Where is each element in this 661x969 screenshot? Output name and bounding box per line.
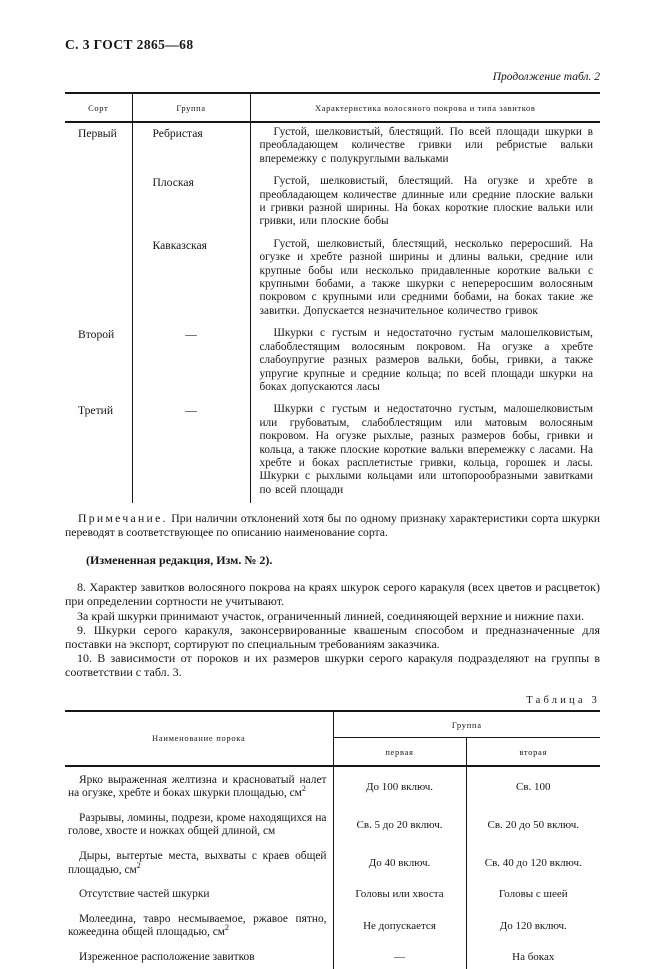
group-cell: Ребристая: [132, 122, 250, 172]
table-row: [65, 843, 600, 881]
column-header-characteristic: Характеристика волосяного покрова и типа завитков: [250, 93, 600, 122]
table-row: [65, 906, 600, 944]
group-second-cell: На боках: [466, 944, 600, 969]
sort-cell: Первый: [78, 127, 117, 140]
group-first-cell: —: [333, 944, 466, 969]
group-first-cell: До 40 включ.: [333, 843, 466, 881]
defect-name-cell: Ярко выраженная желтизна и красноватый налет на огузке, хребте и боках шкурки площадью, $см^2$: [65, 766, 333, 805]
group-second-cell: До 120 включ.: [466, 906, 600, 944]
column-header-group: Группа: [333, 711, 600, 738]
column-header-group-second: вторая: [466, 737, 600, 766]
defect-groups-table: [65, 710, 600, 969]
defect-name-cell: Дыры, вытертые места, выхваты с краев общей площадью, $см^2$: [68, 849, 327, 876]
table-row: [65, 766, 600, 805]
group-second-cell: Св. 40 до 120 включ.: [466, 843, 600, 881]
defect-name-cell: Изреженное расположение завитков: [79, 950, 255, 963]
group-first-cell: Головы или хвоста: [333, 881, 466, 906]
table-row: [65, 805, 600, 843]
paragraph-8: 8. Характер завитков волосяного покрова на краях шкурок серого каракуля (всех цветов и расцветок) при определении сортности не учитывают.: [65, 580, 600, 609]
sort-cell: Третий: [78, 404, 114, 418]
note-label: Примечание.: [78, 512, 168, 526]
defect-name-cell: Разрывы, ломины, подрези, кроме находящихся на голове, хвосте и ножках общей длиной, см: [68, 811, 327, 838]
group-first-cell: До 100 включ.: [333, 766, 466, 805]
group-second-cell: Головы с шеей: [466, 881, 600, 906]
table-row: [65, 400, 600, 503]
description-cell: Густой, шелковистый, блестящий. На огузке и хребте в преобладающем количестве длинные или средние плоские вальки и гривки разной ширины. На боках короткие плоские вальки или гривки, или плоские бобы: [250, 172, 600, 235]
group-cell: —: [132, 400, 250, 503]
description-cell: Густой, шелковистый, блестящий. По всей площади шкурки в преобладающем количестве гривки или ребристые вальки вперемежку с полукруглыми вальками: [250, 122, 600, 172]
table-row: [65, 235, 600, 324]
defect-name-cell: Отсутствие частей шкурки: [79, 888, 210, 901]
group-cell: Плоская: [132, 172, 250, 235]
table-row: [65, 122, 600, 172]
table-header-row: [65, 93, 600, 122]
table-row: [65, 881, 600, 906]
note-paragraph: [65, 512, 600, 540]
grade-characteristics-table: [65, 92, 600, 503]
column-header-sort: Сорт: [65, 93, 132, 122]
table-continuation-caption: Продолжение табл. 2: [492, 71, 600, 83]
superscript: 2: [136, 860, 141, 870]
sort-cell: [65, 172, 132, 235]
body-paragraphs: [65, 580, 600, 679]
description-cell: Шкурки с густым и недостаточно густым малошелковистым, слабоблестящим волосяным покровом. На огузке а хребте слабоупругие разных размеров вальки, бобы, гривки, а также упругие крупные и средние кольца; по всей площади шкурки на боках допускаются ласы: [250, 324, 600, 400]
sort-cell: Второй: [78, 328, 115, 342]
paragraph-9: 9. Шкурки серого каракуля, законсервированные квашеным способом и предназначенные для поставки на экспорт, сортируют по специальным требованиям заказчика.: [65, 622, 600, 651]
superscript: 2: [224, 923, 229, 933]
amendment-note: (Измененная редакция, Изм. № 2).: [86, 553, 273, 568]
column-header-defect-name: Наименование порока: [65, 711, 333, 766]
group-first-cell: Не допускается: [333, 906, 466, 944]
defect-name-cell: Молеедина, тавро несмываемое, ржавое пятно, кожеедина общей площадью, $см^2$: [68, 912, 327, 939]
table-header-row: [65, 711, 600, 738]
group-first-cell: Св. 5 до 20 включ.: [333, 805, 466, 843]
table-row: [65, 324, 600, 400]
table-row: [65, 172, 600, 235]
description-cell: Шкурки с густым и недостаточно густым, малошелковистым или грубоватым, слабоблестящим или матовым волосяным покровом. На огузке рыхлые, разных размеров бобы, гривки и кольца, а также плоские короткие вальки вперемежку с ласами. На хребте и боках расплетистые гривки, кольца, горошек и ласы. Шкурки с рыхлыми кольцами или штопорообразными завитками по всей площади: [250, 400, 600, 503]
paragraph-10: 10. В зависимости от пороков и их размеров шкурки серого каракуля подразделяют на группы в соответствии с табл. 3.: [65, 651, 600, 680]
page-number-heading: С. 3 ГОСТ 2865—68: [65, 37, 194, 52]
paragraph-edge-rule: За край шкурки принимают участок, ограниченный линией, соединяющей верхние и нижние пахи.: [77, 608, 585, 623]
group-second-cell: Св. 20 до 50 включ.: [466, 805, 600, 843]
note-text: При наличии отклонений хотя бы по одному признаку характеристики сорта шкурки переводят в соответствующее по описанию наименование сорта.: [65, 512, 601, 540]
group-cell: Кавказская: [132, 235, 250, 324]
table-row: [65, 944, 600, 969]
table-3-caption: Таблица 3: [526, 694, 600, 706]
column-header-group-first: первая: [385, 746, 414, 757]
superscript: 2: [301, 784, 306, 794]
group-cell: —: [132, 324, 250, 400]
group-second-cell: Св. 100: [466, 766, 600, 805]
column-header-group: Группа: [132, 93, 250, 122]
sort-cell: [65, 235, 132, 324]
description-cell: Густой, шелковистый, блестящий, несколько переросший. На огузке и хребте разной ширины и длины вальки, средние или крупные бобы или несколько придавленные короткие вальки с крупными бобами, а также шкурки с непереросшим волосяным покровом с крупными или средними бобами, на боках такие же завитки. Допускается незначительное количество гривок: [250, 235, 600, 324]
